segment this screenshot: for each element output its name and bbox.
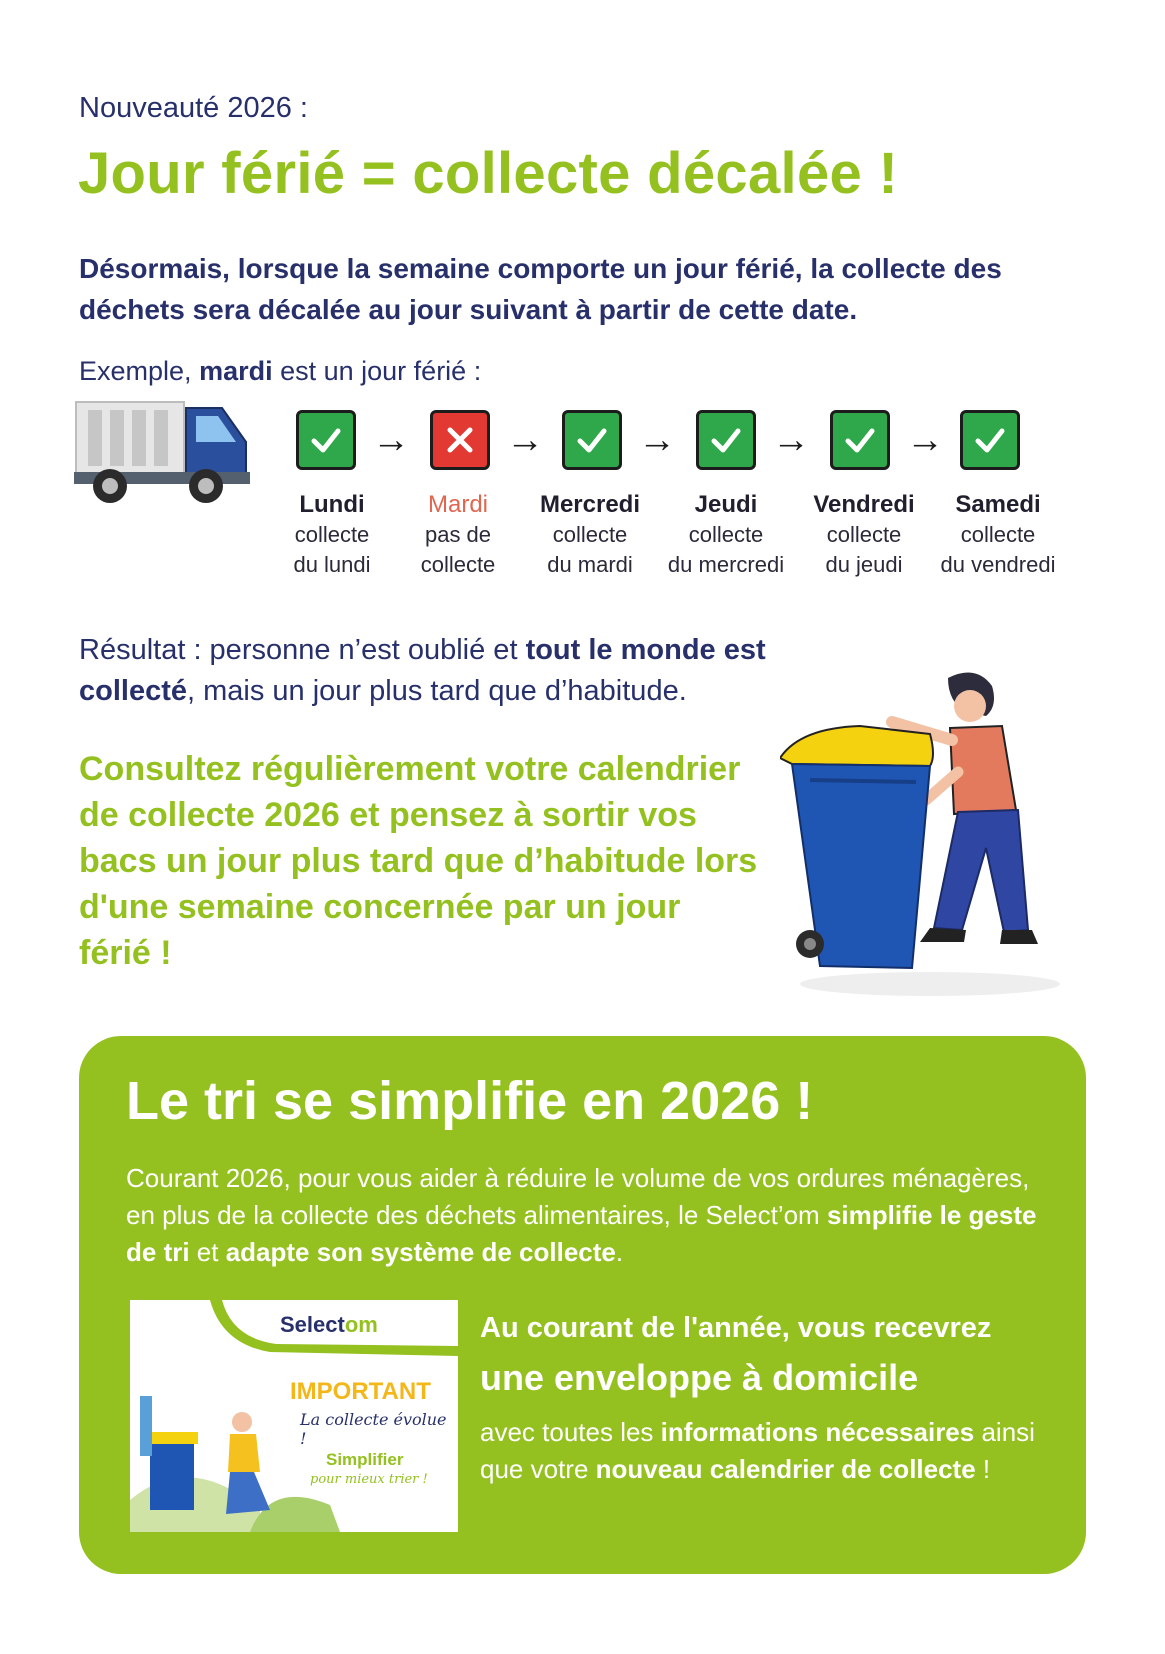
check-icon <box>830 410 890 470</box>
day-line-2: du mercredi <box>667 552 785 577</box>
check-icon <box>296 410 356 470</box>
envelope-line-1: Au courant de l'année, vous recevrez <box>480 1312 992 1344</box>
arrow-right-icon: → <box>506 419 544 461</box>
day-line-1: collecte <box>960 522 1036 547</box>
env-c: ainsi que votre <box>480 1417 1035 1484</box>
example-suffix: est un jour férié : <box>272 356 482 386</box>
day-line-2: du vendredi <box>940 552 1056 577</box>
kicker: Nouveauté 2026 : <box>79 92 308 124</box>
env-e: ! <box>975 1454 991 1484</box>
panel-text-e: . <box>615 1237 624 1267</box>
day-label <box>651 490 801 580</box>
day-line-2: du mardi <box>547 552 633 577</box>
flyer-brand <box>280 1312 378 1338</box>
env-d: nouveau calendrier de collecte <box>595 1454 976 1484</box>
truck-icon <box>74 398 254 512</box>
flyer-sub: pour mieux trier ! <box>310 1472 428 1487</box>
flyer-thumbnail <box>130 1300 458 1532</box>
envelope-paragraph <box>480 1414 1070 1488</box>
envelope-line-2: une enveloppe à domicile <box>480 1357 919 1398</box>
flyer-brand-a: Select <box>280 1312 345 1337</box>
day-name: Samedi <box>955 491 1041 518</box>
cross-icon <box>430 410 490 470</box>
day-label <box>515 490 665 580</box>
intro-paragraph: Désormais, lorsque la semaine comporte un jour férié, la collecte des déchets sera décalée au jour suivant à partir de cette date. <box>79 253 1002 325</box>
result-c: , mais un jour plus tard que d’habitude. <box>187 675 687 707</box>
example-line <box>79 356 481 387</box>
panel-title: Le tri se simplifie en 2026 ! <box>126 1071 814 1131</box>
panel-paragraph <box>126 1160 1056 1271</box>
day-name: Jeudi <box>694 491 758 518</box>
arrow-right-icon: → <box>372 419 410 461</box>
env-b: informations nécessaires <box>660 1417 975 1447</box>
arrow-right-icon: → <box>638 419 676 461</box>
panel-text-d: adapte son système de collecte <box>225 1237 616 1267</box>
env-a: avec toutes les <box>480 1417 661 1447</box>
example-prefix: Exemple, <box>79 356 200 386</box>
flyer-important: IMPORTANT <box>290 1378 431 1405</box>
example-day: mardi <box>199 356 273 386</box>
day-label <box>383 490 533 580</box>
day-line-2: collecte <box>420 552 496 577</box>
panel-text-a: Courant 2026, pour vous aider à réduire le volume de vos ordures ménagères, en plus de la collecte des déchets alimentaires, le Select’om <box>126 1163 1030 1230</box>
consult-callout: Consultez régulièrement votre calendrier de collecte 2026 et pensez à sortir vos bacs un jour plus tard que d’habitude lors d'une semaine concernée par un jour férié ! <box>79 750 758 972</box>
arrow-right-icon: → <box>772 419 810 461</box>
day-line-1: collecte <box>688 522 764 547</box>
panel-text-c: et <box>189 1237 226 1267</box>
day-name: Vendredi <box>813 491 915 518</box>
day-label <box>789 490 939 580</box>
person-with-bin-illustration <box>780 668 1080 998</box>
day-name: Lundi <box>299 491 365 518</box>
day-name: Mardi <box>427 491 488 518</box>
arrow-right-icon: → <box>906 419 944 461</box>
page-title: Jour férié = collecte décalée ! <box>78 141 899 206</box>
day-line-2: du jeudi <box>825 552 903 577</box>
check-icon <box>696 410 756 470</box>
check-icon <box>960 410 1020 470</box>
result-b: tout le monde est collecté <box>79 634 766 707</box>
day-name: Mercredi <box>539 491 641 518</box>
result-a: Résultat : personne n’est oublié et <box>79 634 526 666</box>
panel-text-b: simplifie le geste de tri <box>126 1200 1037 1267</box>
check-icon <box>562 410 622 470</box>
day-label <box>923 490 1073 580</box>
flyer-tagline: La collecte évolue ! <box>300 1410 447 1448</box>
day-line-1: collecte <box>826 522 902 547</box>
day-line-2: du lundi <box>293 552 371 577</box>
flyer-simplifier: Simplifier <box>326 1450 404 1469</box>
result-paragraph <box>79 630 799 712</box>
day-line-1: collecte <box>294 522 370 547</box>
day-line-1: collecte <box>552 522 628 547</box>
day-line-1: pas de <box>424 522 492 547</box>
flyer-brand-b: om <box>344 1312 378 1337</box>
